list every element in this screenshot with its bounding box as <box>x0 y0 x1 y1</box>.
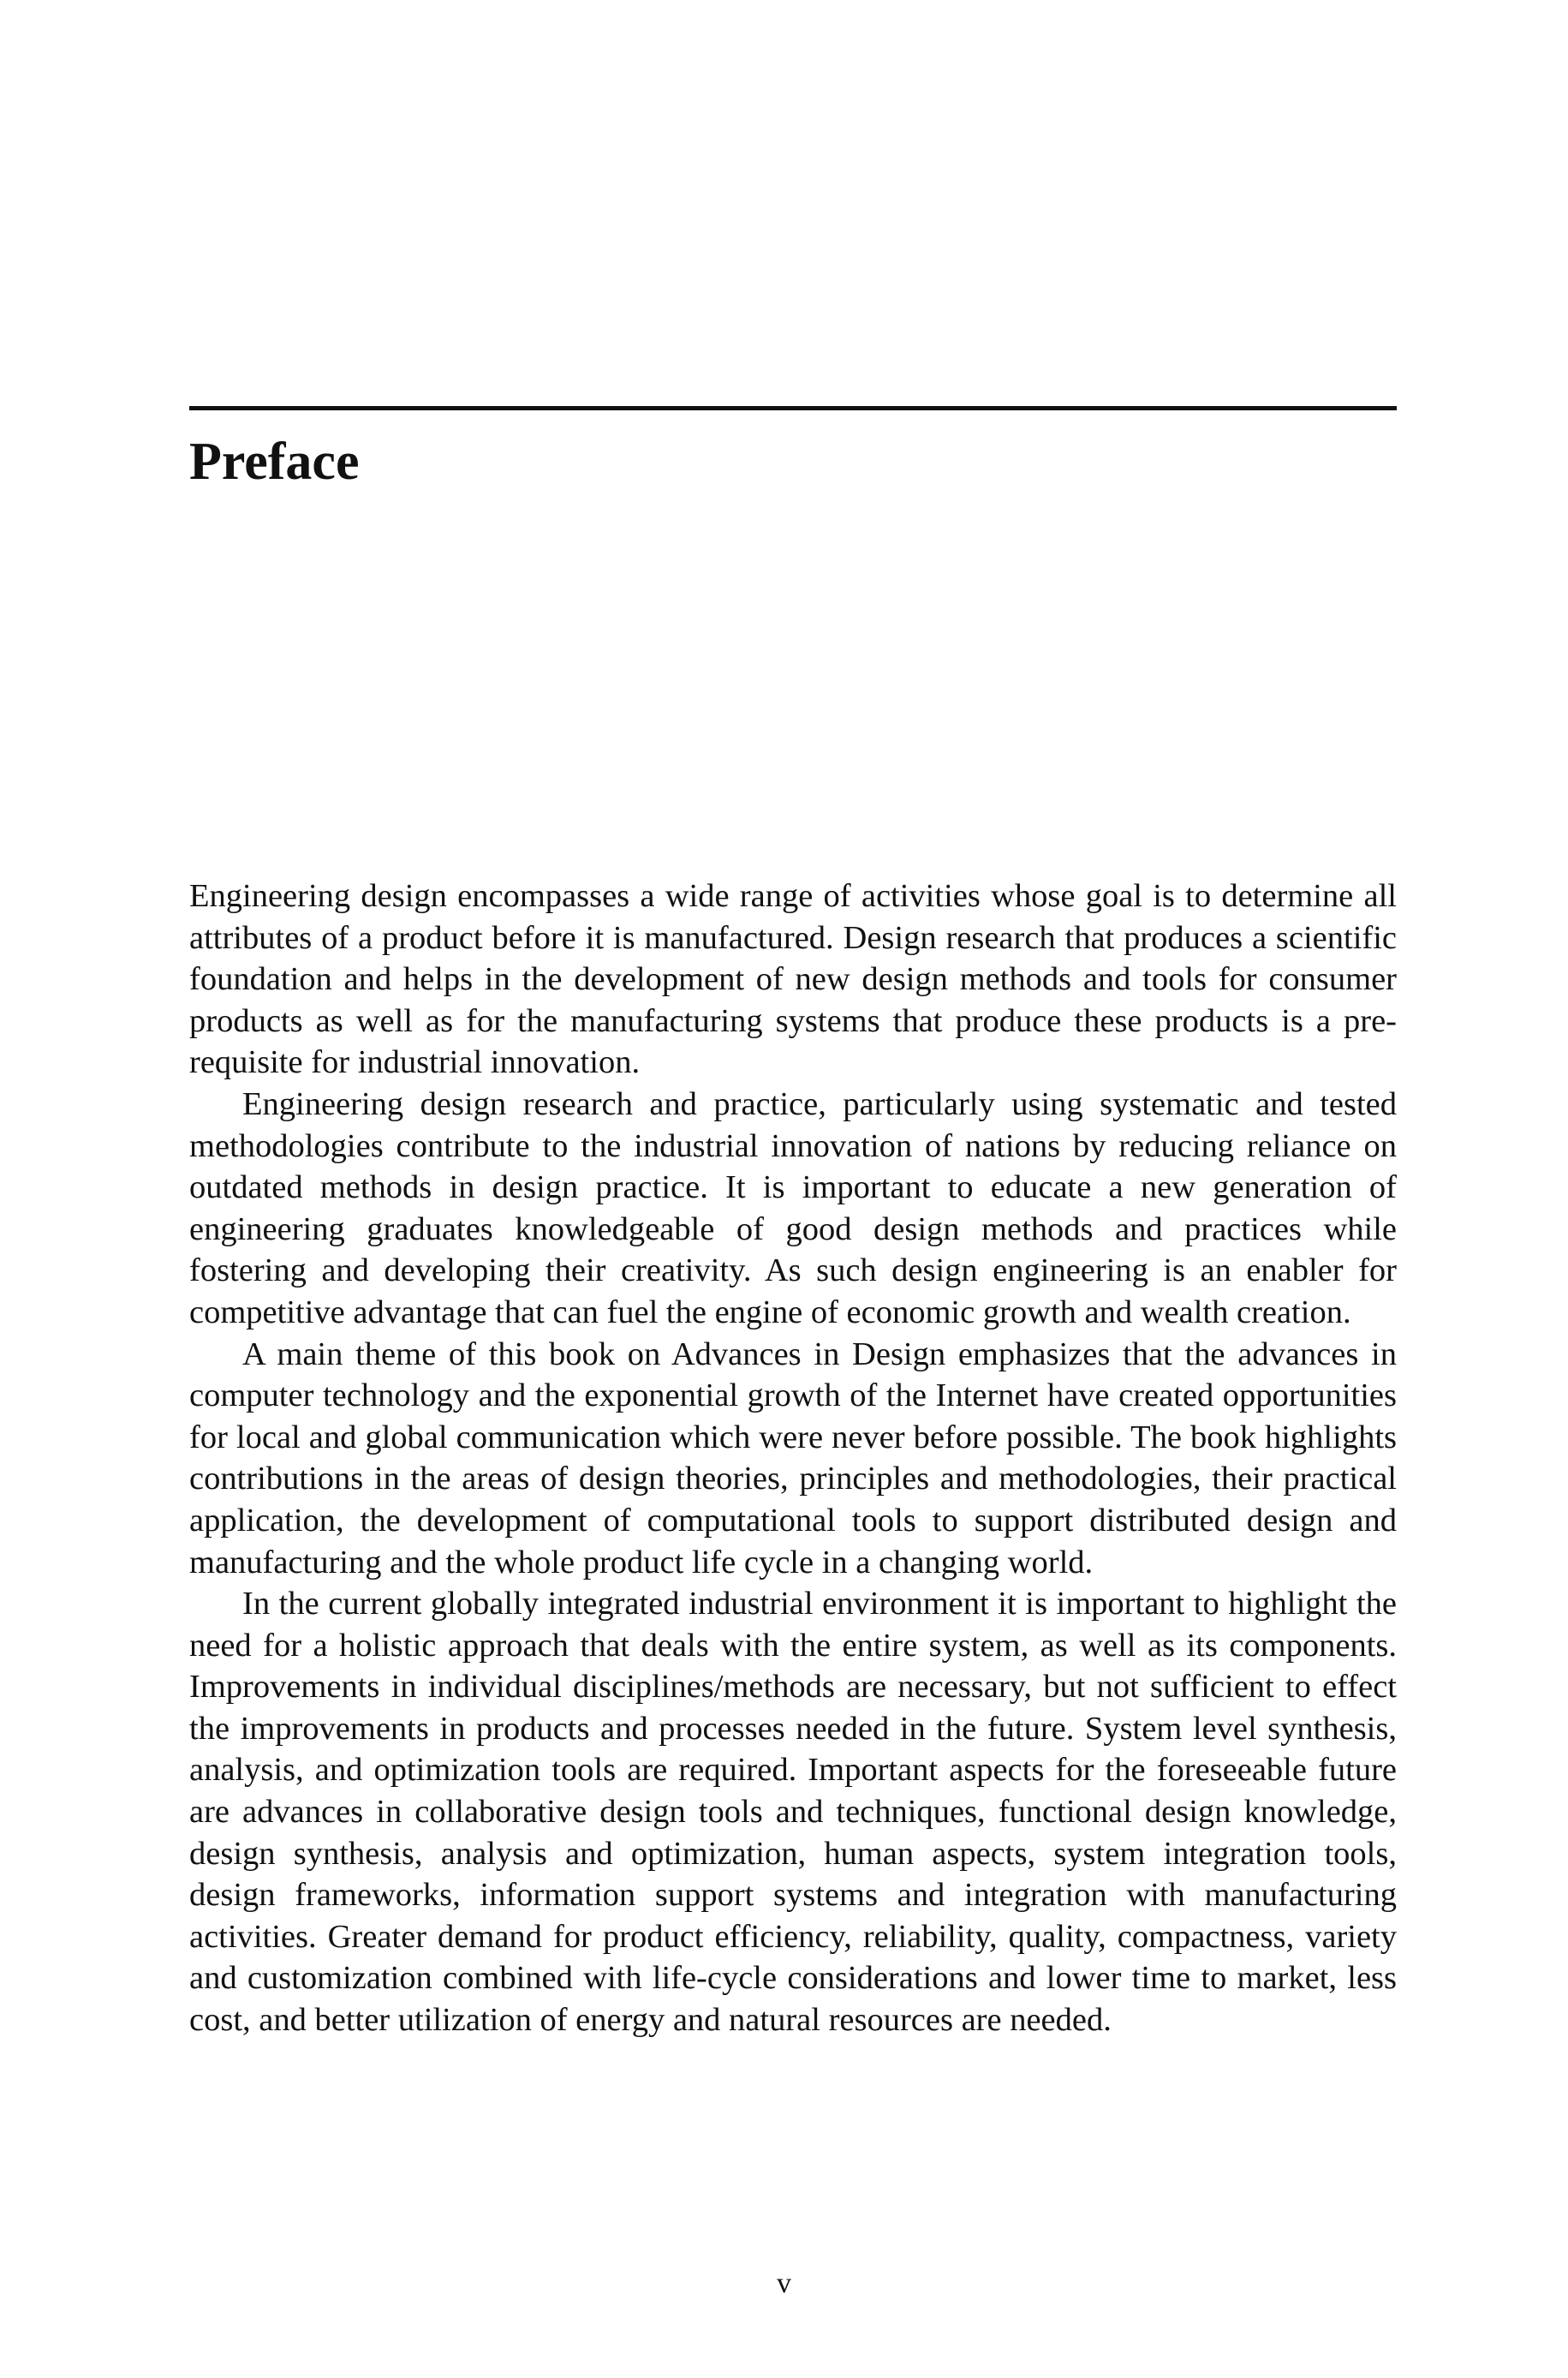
preface-body <box>189 875 1397 2041</box>
paragraph-4: In the current globally integrated industrial environment it is important to highlight the need for a holistic approach that deals with the entire system, as well as its components. Improvements in individual disciplines/methods are necessary, but not sufficient to effect the improvements in products and processes needed in the future. System level synthesis, analysis, and optimization tools are required. Important aspects for the foreseeable future are advances in collaborative design tools and techniques, functional design knowledge, design synthesis, analysis and optimization, human aspects, system integration tools, design frameworks, information support systems and integration with manufacturing activities. Greater demand for product efficiency, reliability, quality, compactness, variety and customization combined with life-cycle considerations and lower time to market, less cost, and better utilization of energy and natural resources are needed. <box>189 1586 1397 2039</box>
page-number: v <box>777 2267 791 2299</box>
page-title: Preface <box>189 433 360 491</box>
paragraph-2: Engineering design research and practice, particularly using systematic and tested methodologies contribute to the industrial innovation of nations by reducing reliance on outdated methods in design practice. It is important to educate a new generation of engineering graduates knowledgeable of good design methods and practices while fostering and developing their creativity. As such design engineering is an enabler for competitive advantage that can fuel the engine of economic growth and wealth creation. <box>189 1085 1397 1330</box>
title-rule <box>189 406 1397 410</box>
paragraph-1: Engineering design encompasses a wide range of activities whose goal is to determine all attributes of a product before it is manufactured. Design research that produces a scientific foundation and helps in the development of new design methods and tools for consumer products as well as for the manufacturing systems that produce these products is a pre-requisite for industrial innovation. <box>189 878 1397 1081</box>
paragraph-3: A main theme of this book on Advances in Design emphasizes that the advances in computer technology and the exponential growth of the Internet have created opportunities for local and global communication which were never before possible. The book highlights contributions in the areas of design theories, principles and methodologies, their practical application, the development of computational tools to support distributed design and manufacturing and the whole product life cycle in a changing world. <box>189 1335 1397 1580</box>
